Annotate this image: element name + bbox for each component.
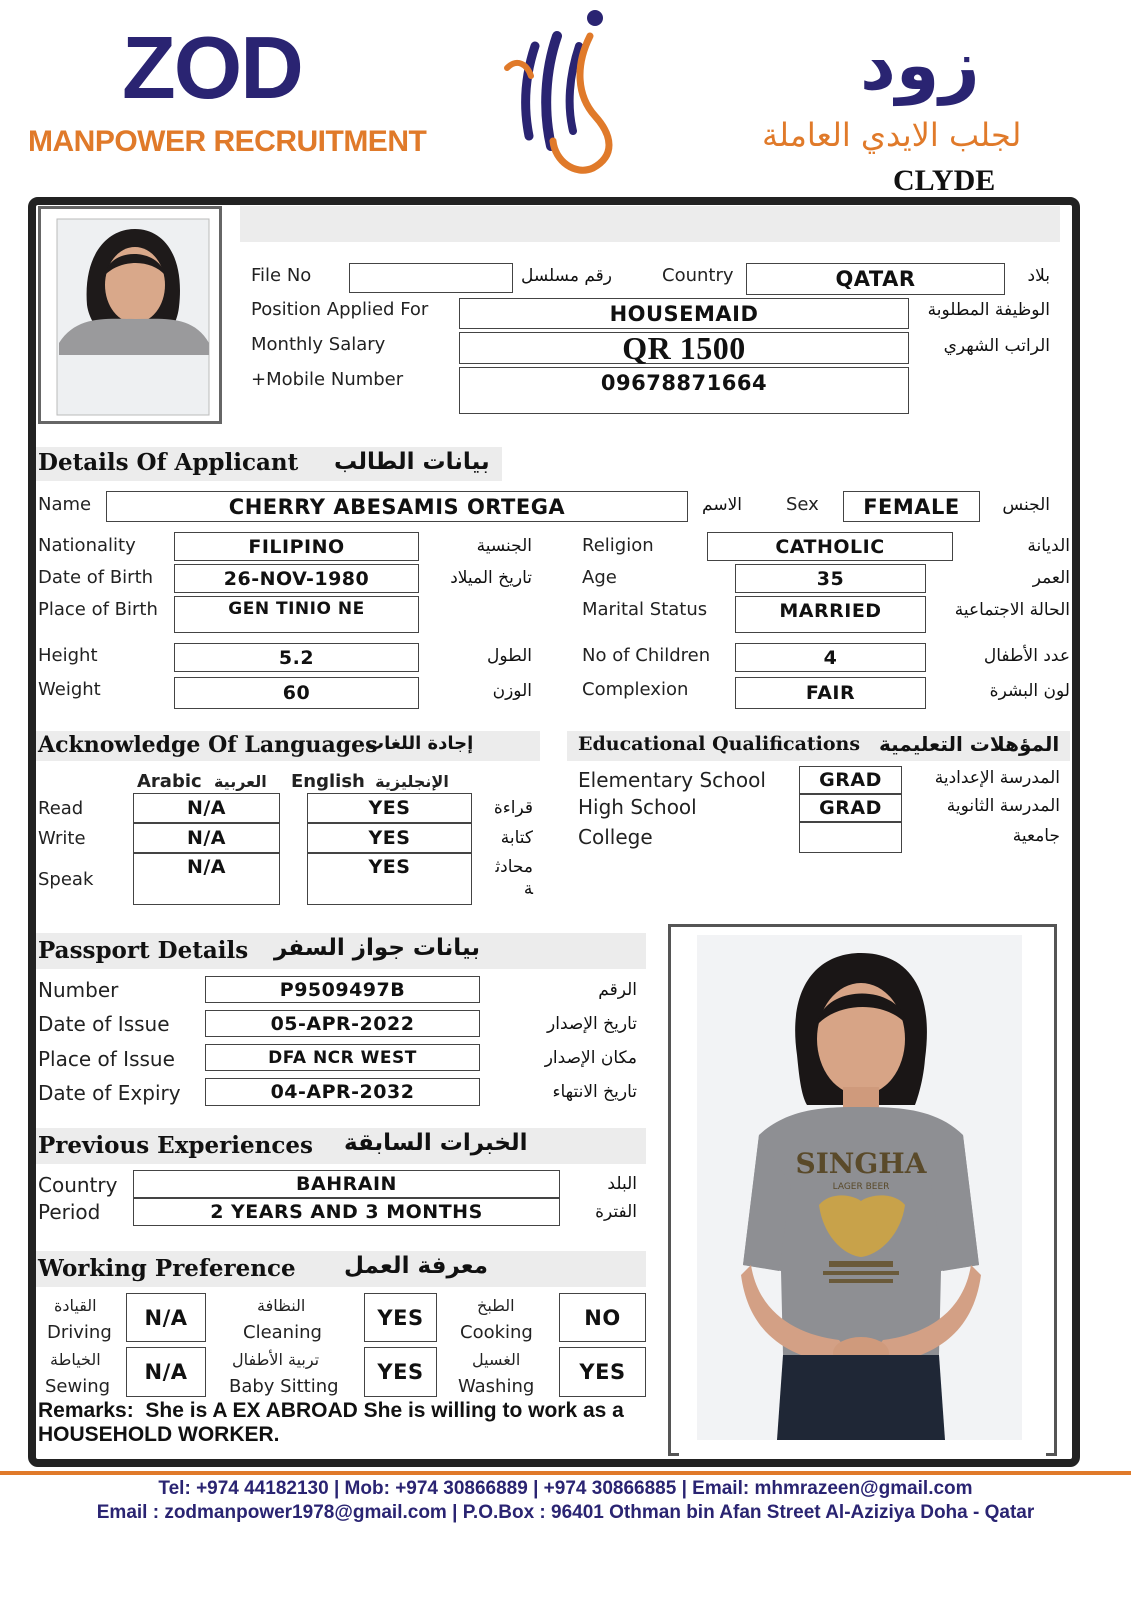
issue-place-label: Place of Issue (38, 1047, 175, 1071)
experience-section-header (36, 1128, 646, 1164)
driving-field[interactable]: N/A (126, 1293, 206, 1342)
speak-label-arabic: محادثة (495, 857, 533, 899)
mobile-field[interactable]: 09678871664 (459, 367, 909, 414)
college-label-arabic: جامعية (1012, 826, 1060, 846)
applicant-section-header (36, 447, 502, 481)
write-label: Write (38, 828, 86, 849)
salary-label: Monthly Salary (251, 334, 386, 355)
name-field[interactable]: CHERRY ABESAMIS ORTEGA (106, 491, 688, 522)
remarks (38, 1399, 648, 1447)
elementary-label-arabic: المدرسة الإعدادية (934, 768, 1060, 788)
footer-divider (0, 1471, 1131, 1475)
name-label: Name (38, 494, 92, 515)
pob-label: Place of Birth (38, 599, 158, 620)
cleaning-label-arabic: النظافة (257, 1296, 306, 1315)
write-english-cell[interactable]: YES (307, 823, 472, 853)
dob-label-arabic: تاريخ الميلاد (450, 568, 532, 588)
english-header (291, 771, 449, 792)
experience-period-label-arabic: الفترة (595, 1202, 637, 1222)
passport-section-title: Passport Details (38, 937, 249, 964)
applicant-photo-small (38, 206, 222, 424)
cleaning-field[interactable]: YES (364, 1293, 437, 1342)
arabic-header (137, 771, 267, 792)
english-header-label-arabic: الإنجليزية (375, 772, 449, 791)
company-logo (495, 6, 635, 176)
position-field[interactable]: HOUSEMAID (459, 298, 909, 329)
weight-field[interactable]: 60 (174, 677, 419, 709)
top-band (240, 206, 1060, 242)
read-label-arabic: قراءة (493, 798, 533, 818)
nationality-field[interactable]: FILIPINO (174, 532, 419, 561)
high-school-label-arabic: المدرسة الثانوية (946, 796, 1060, 816)
write-arabic-cell[interactable]: N/A (133, 823, 280, 853)
children-field[interactable]: 4 (735, 643, 926, 672)
remarks-text: She is A EX ABROAD She is willing to work as a HOUSEHOLD WORKER. (38, 1399, 624, 1446)
experience-period-field[interactable]: 2 YEARS AND 3 MONTHS (133, 1198, 560, 1226)
brand-tagline: MANPOWER RECRUITMENT (28, 125, 427, 158)
file-no-field[interactable] (349, 263, 513, 293)
elementary-label: Elementary School (578, 768, 766, 792)
complexion-label: Complexion (582, 679, 689, 700)
college-field[interactable] (799, 822, 902, 853)
expiry-date-label: Date of Expiry (38, 1081, 181, 1105)
high-school-field[interactable]: GRAD (799, 794, 902, 822)
shirt-subtext: LAGER BEER (832, 1182, 890, 1192)
cleaning-label: Cleaning (243, 1322, 322, 1343)
education-section-header (567, 731, 1070, 761)
passport-number-label: Number (38, 978, 119, 1002)
shirt-brand: SINGHA (795, 1147, 927, 1180)
experience-section-title: Previous Experiences (38, 1132, 313, 1159)
babysitting-label-arabic: تربية الأطفال (232, 1350, 320, 1369)
passport-number-label-arabic: الرقم (598, 980, 637, 1000)
cooking-label: Cooking (460, 1322, 533, 1343)
read-arabic-cell[interactable]: N/A (133, 793, 280, 823)
file-no-label: File No (251, 265, 312, 286)
languages-section-title-arabic: إجادة اللغات (366, 733, 474, 754)
remarks-label: Remarks: (38, 1399, 134, 1422)
arabic-header-label: Arabic (137, 771, 202, 792)
country-field[interactable]: QATAR (746, 263, 1005, 295)
education-section-title: Educational Qualifications (578, 733, 861, 755)
preference-section-title-arabic: معرفة العمل (344, 1253, 488, 1279)
experience-country-label-arabic: البلد (607, 1174, 637, 1194)
position-label-arabic: الوظيفة المطلوبة (927, 300, 1050, 320)
expiry-date-field[interactable]: 04-APR-2032 (205, 1078, 480, 1106)
driving-label-arabic: القيادة (54, 1296, 97, 1315)
footer-address-line: Email : zodmanpower1978@gmail.com | P.O.Box : 96401 Othman bin Afan Street Al-Aziziya Doha - Qatar (96, 1502, 1035, 1523)
issue-place-field[interactable]: DFA NCR WEST (205, 1044, 480, 1071)
marital-label-arabic: الحالة الاجتماعية (954, 600, 1070, 620)
country-label: Country (662, 265, 734, 286)
preference-section-title: Working Preference (38, 1255, 296, 1282)
washing-label: Washing (458, 1376, 535, 1397)
preference-section-header (36, 1251, 646, 1287)
brand-tagline-arabic: لجلب الايدي العاملة (762, 116, 1022, 154)
issue-date-field[interactable]: 05-APR-2022 (205, 1010, 480, 1037)
applicant-photo-large (668, 924, 1057, 1456)
sex-label-arabic: الجنس (1002, 495, 1050, 515)
file-no-label-arabic: رقم مسلسل (521, 266, 612, 286)
age-label: Age (582, 567, 617, 588)
nationality-label: Nationality (38, 535, 136, 556)
speak-label: Speak (38, 869, 94, 890)
brand-name: ZOD (122, 18, 302, 117)
speak-english-cell[interactable]: YES (307, 853, 472, 905)
passport-number-field[interactable]: P9509497B (205, 976, 480, 1003)
religion-label-arabic: الديانة (1027, 536, 1070, 556)
passport-section-title-arabic: بيانات جواز السفر (274, 935, 480, 961)
babysitting-label: Baby Sitting (229, 1376, 339, 1397)
dob-label: Date of Birth (38, 567, 154, 588)
applicant-section-title-arabic: بيانات الطالب (334, 449, 490, 475)
sewing-label-arabic: الخياطة (50, 1350, 101, 1369)
complexion-field[interactable]: FAIR (735, 677, 926, 709)
write-label-arabic: كتابة (500, 828, 533, 848)
height-field[interactable]: 5.2 (174, 643, 419, 672)
footer-contact-line: Tel: +974 44182130 | Mob: +974 30866889 | +974 30866885 | Email: mhmrazeen@gmail.com (158, 1478, 973, 1499)
issue-place-label-arabic: مكان الإصدار (544, 1048, 637, 1068)
read-english-cell[interactable]: YES (307, 793, 472, 823)
age-label-arabic: العمر (1032, 568, 1070, 588)
marital-label: Marital Status (582, 599, 708, 620)
sewing-field[interactable]: N/A (126, 1347, 206, 1397)
complexion-label-arabic: لون البشرة (989, 681, 1070, 701)
experience-country-label: Country (38, 1173, 118, 1197)
position-label: Position Applied For (251, 299, 429, 320)
college-label: College (578, 825, 653, 849)
marital-field[interactable]: MARRIED (735, 596, 926, 633)
languages-section-title: Acknowledge Of Languages (38, 732, 378, 758)
elementary-field[interactable]: GRAD (799, 766, 902, 794)
weight-label: Weight (38, 679, 101, 700)
speak-arabic-cell[interactable]: N/A (133, 853, 280, 905)
height-label-arabic: الطول (487, 646, 532, 666)
cooking-label-arabic: الطبخ (477, 1296, 515, 1315)
english-header-label: English (291, 771, 365, 792)
sewing-label: Sewing (45, 1376, 111, 1397)
salary-field[interactable]: QR 1500 (459, 332, 909, 364)
sex-field[interactable]: FEMALE (843, 491, 980, 522)
dob-field[interactable]: 26-NOV-1980 (174, 564, 419, 593)
country-label-arabic: بلاد (1027, 266, 1050, 286)
mobile-label: +Mobile Number (251, 369, 404, 390)
sex-label: Sex (786, 494, 819, 515)
children-label: No of Children (582, 645, 711, 666)
agent-code: CLYDE (893, 164, 996, 197)
height-label: Height (38, 645, 98, 666)
washing-field[interactable]: YES (559, 1347, 646, 1397)
salary-label-arabic: الراتب الشهري (943, 336, 1050, 356)
high-school-label: High School (578, 795, 697, 819)
issue-date-label-arabic: تاريخ الإصدار (547, 1014, 637, 1034)
experience-period-label: Period (38, 1200, 101, 1224)
languages-section-header (36, 731, 540, 761)
applicant-section-title: Details Of Applicant (38, 449, 299, 476)
issue-date-label: Date of Issue (38, 1012, 170, 1036)
cooking-field[interactable]: NO (559, 1293, 646, 1342)
children-label-arabic: عدد الأطفال (983, 646, 1070, 666)
driving-label: Driving (47, 1322, 112, 1343)
experience-section-title-arabic: الخبرات السابقة (344, 1130, 528, 1156)
age-field[interactable]: 35 (735, 564, 926, 593)
name-label-arabic: الاسم (702, 495, 742, 515)
experience-country-field[interactable]: BAHRAIN (133, 1170, 560, 1198)
passport-section-header (36, 933, 646, 969)
arabic-header-label-arabic: العربية (213, 772, 267, 791)
religion-label: Religion (582, 535, 654, 556)
nationality-label-arabic: الجنسية (476, 536, 532, 556)
language-grid (133, 793, 472, 905)
pob-field[interactable]: GEN TINIO NE (174, 596, 419, 633)
education-section-title-arabic: المؤهلات التعليمية (879, 732, 1060, 756)
expiry-date-label-arabic: تاريخ الانتهاء (552, 1082, 637, 1102)
weight-label-arabic: الوزن (492, 681, 532, 701)
religion-field[interactable]: CATHOLIC (707, 532, 953, 561)
washing-label-arabic: الغسيل (472, 1350, 521, 1369)
babysitting-field[interactable]: YES (364, 1347, 437, 1397)
read-label: Read (38, 798, 84, 819)
brand-name-arabic: زود (860, 24, 980, 106)
